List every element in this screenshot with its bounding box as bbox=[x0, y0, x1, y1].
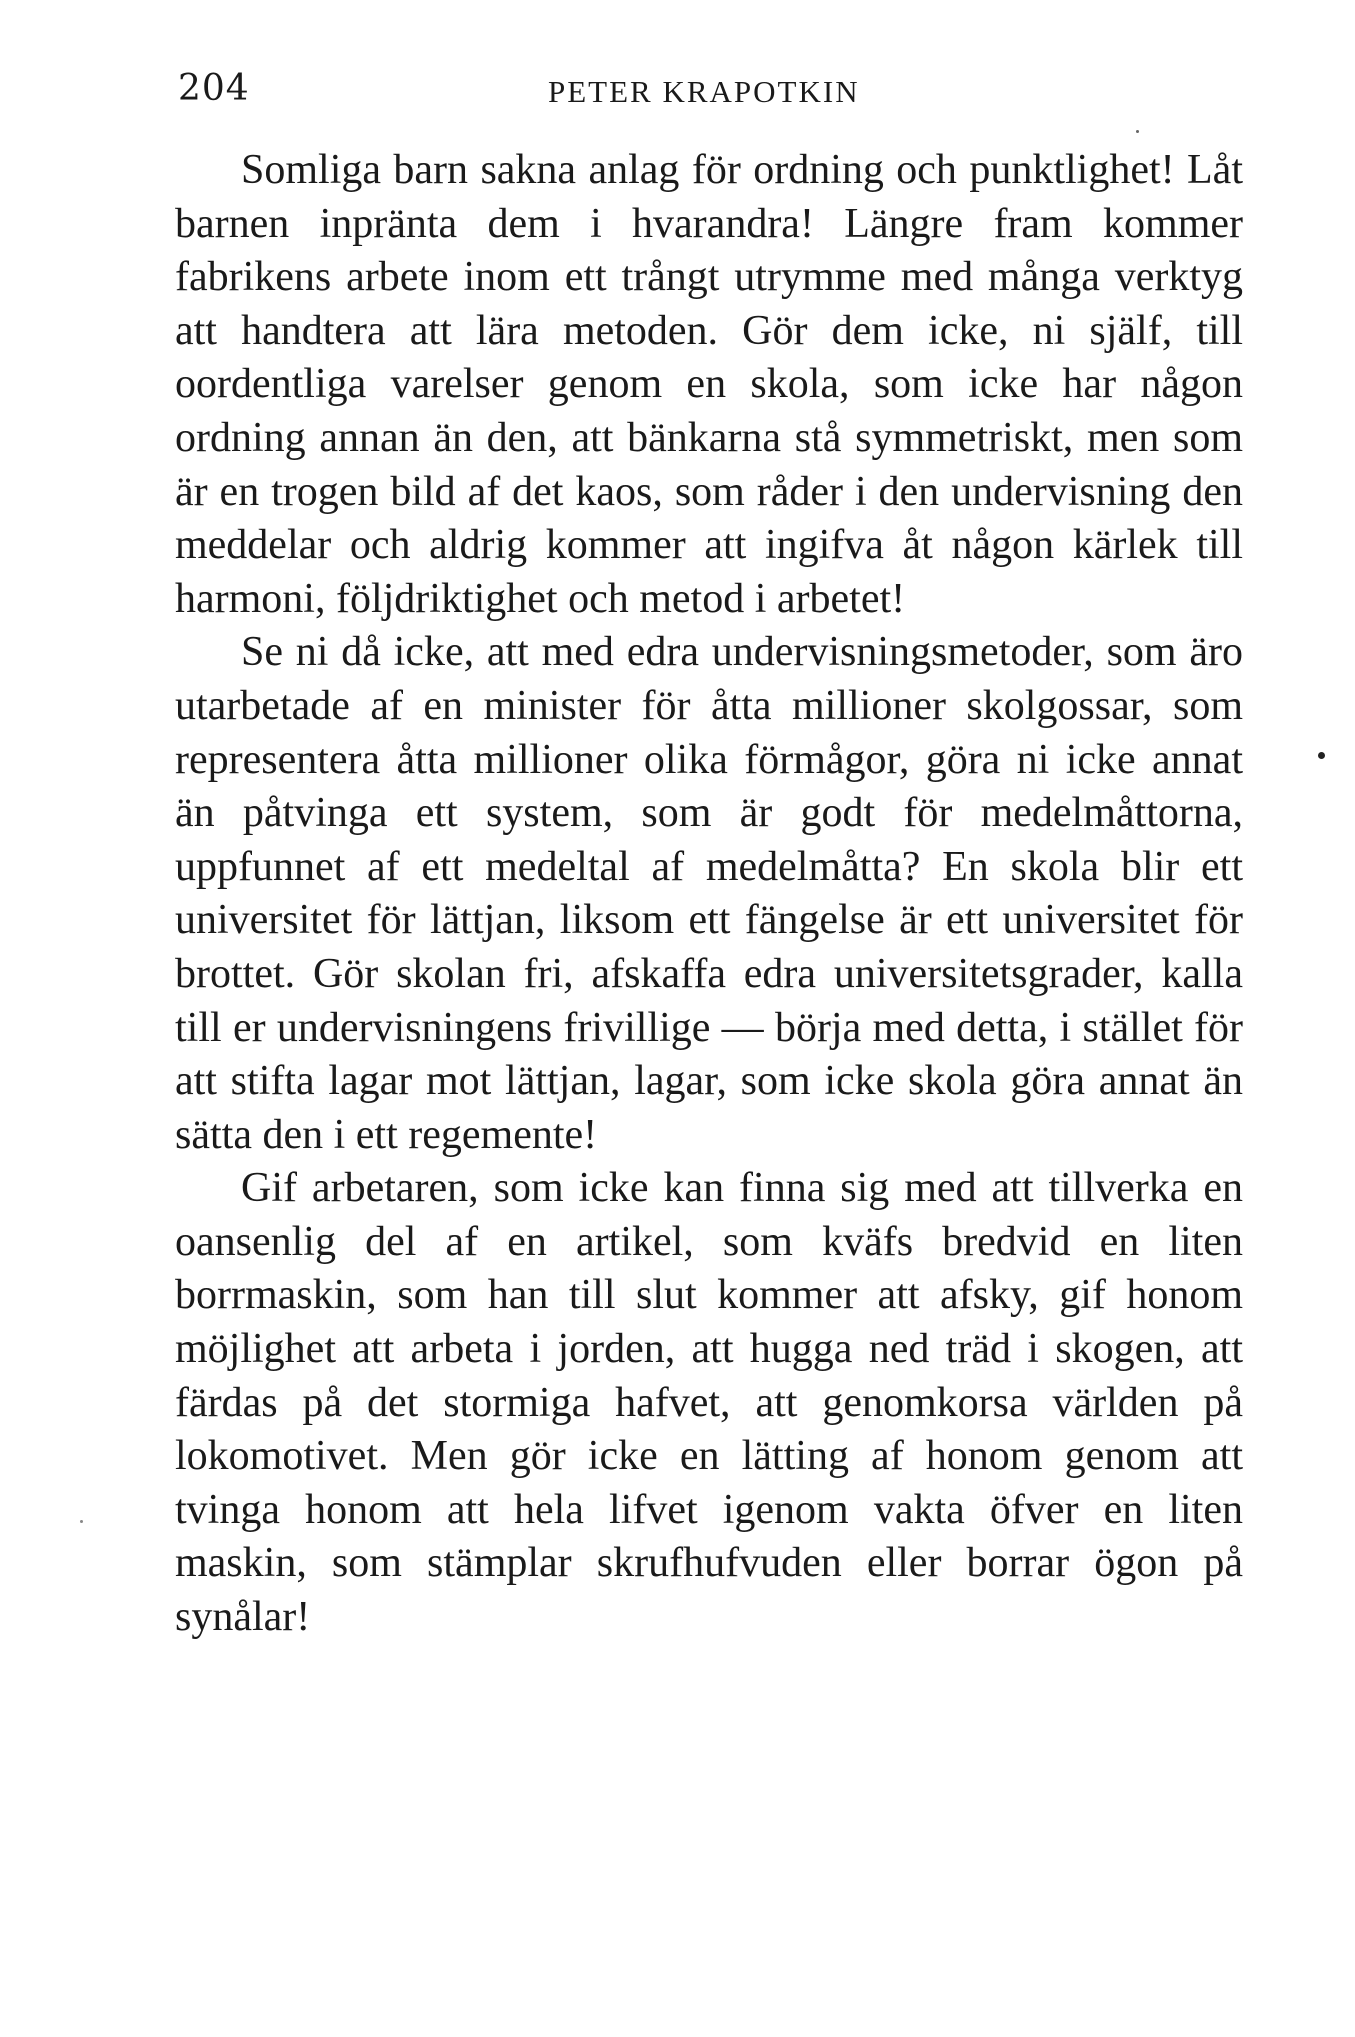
running-title: PETER KRAPOTKIN bbox=[548, 74, 860, 109]
scan-speck bbox=[80, 1520, 83, 1523]
body-text bbox=[175, 144, 1243, 1645]
scan-speck bbox=[1136, 130, 1139, 133]
running-head bbox=[178, 68, 1238, 118]
paragraph-3: Gif arbetaren, som icke kan finna sig med att tillverka en oansenlig del af en artikel, som kväfs bredvid en liten borrmaskin, som han till slut kommer att afsky, gif honom möjlighet att arbeta i jorden, att hugga ned träd i skogen, att färdas på det stormiga hafvet, att genomkorsa världen på lokomotivet. Men gör icke en lätting af honom genom att tvinga honom att hela lifvet igenom vakta öfver en liten maskin, som stämplar skrufhufvuden eller borrar ögon på synålar! bbox=[175, 1165, 1243, 1641]
paragraph-1: Somliga barn sakna anlag för ordning och punktlighet! Låt barnen inpränta dem i hvarandra! Längre fram kommer fabrikens arbete inom ett trångt utrymme med många verktyg att handtera att lära metoden. Gör dem icke, ni själf, till oordentliga varelser genom en skola, som icke har någon ordning annan än den, att bänkarna stå symmetriskt, men som är en trogen bild af det kaos, som råder i den undervisning den meddelar och aldrig kommer att ingifva åt någon kärlek till harmoni, följdriktighet och metod i arbetet! bbox=[175, 147, 1243, 622]
paragraph-2: Se ni då icke, att med edra undervisningsmetoder, som äro utarbetade af en minister för åtta millioner skolgossar, som representera åtta millioner olika förmågor, göra ni icke annat än påtvinga ett system, som är godt för medelmåttorna, uppfunnet af ett medeltal af medelmåtta? En skola blir ett universitet för lättjan, liksom ett fängelse är ett universitet för brottet. Gör skolan fri, afskaffa edra universitetsgrader, kalla till er undervisningens frivillige — börja med detta, i stället för att stifta lagar mot lättjan, lagar, som icke skola göra annat än sätta den i ett regemente! bbox=[175, 629, 1243, 1158]
page-number: 204 bbox=[178, 68, 250, 109]
scan-speck bbox=[1318, 752, 1325, 759]
